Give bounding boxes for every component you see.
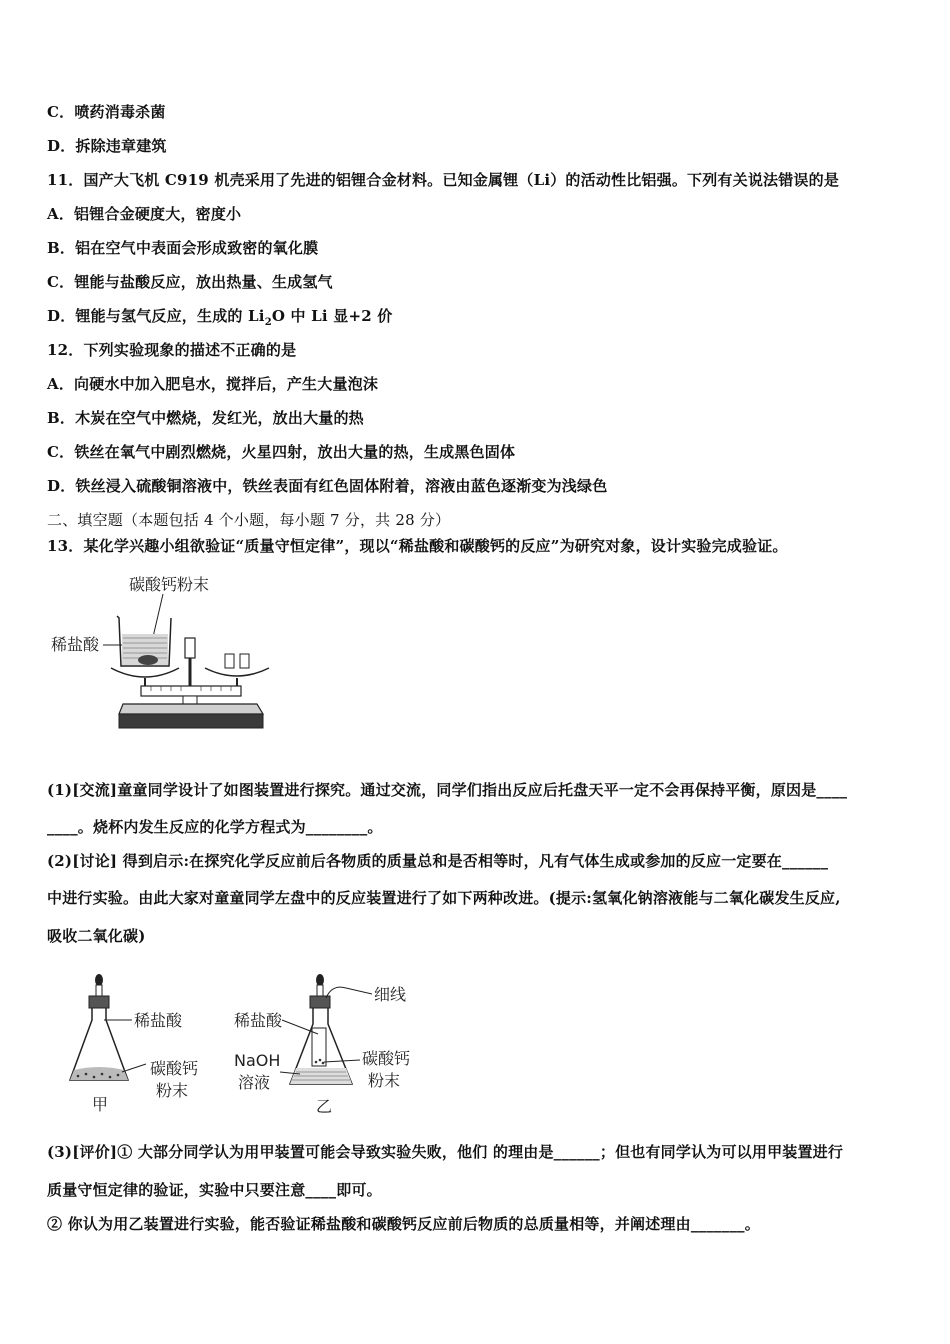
balance-figure (45, 568, 275, 733)
section-2-title: 二、填空题（本题包括 4 个小题，每小题 7 分，共 28 分） (47, 511, 451, 529)
q12-option-d: D．铁丝浸入硫酸铜溶液中，铁丝表面有红色固体附着，溶液由蓝色逐渐变为浅绿色 (47, 477, 608, 495)
q12-option-a: A．向硬水中加入肥皂水，搅拌后，产生大量泡沫 (47, 375, 379, 393)
balance-beam-scale (141, 686, 241, 696)
jia-stopper (89, 996, 109, 1008)
part3-line1: (3)[评价]① 大部分同学认为用甲装置可能会导致实验失败，他们 的理由是______；但也有同学认为可以用甲装置进行 (47, 1143, 844, 1161)
q13-stem: 13．某化学兴趣小组欲验证“质量守恒定律”，现以“稀盐酸和碳酸钙的反应”为研究对象，设计实验完成验证。 (47, 537, 788, 555)
q11-option-d (47, 306, 392, 333)
q10-option-d: D．拆除违章建筑 (47, 137, 167, 155)
part1-line2: ____。烧杯内发生反应的化学方程式为________。 (47, 818, 383, 836)
q12-option-c: C．铁丝在氧气中剧烈燃烧，火星四射，放出大量的热，生成黑色固体 (47, 443, 516, 461)
q11-option-a: A．铝锂合金硬度大，密度小 (47, 205, 242, 223)
balance-base (119, 714, 263, 728)
q10-option-c: C．喷药消毒杀菌 (47, 103, 166, 121)
jia-dropper-bulb (95, 974, 103, 986)
part3-line3: ② 你认为用乙装置进行实验，能否验证稀盐酸和碳酸钙反应前后物质的总质量相等，并阐述理由_______。 (47, 1215, 760, 1233)
q11-option-d-sub: 2 (264, 317, 272, 328)
label-calcium-carbonate-powder: 碳酸钙粉末 (129, 575, 210, 594)
jia-caption: 甲 (92, 1095, 109, 1114)
yi-label-acid: 稀盐酸 (234, 1011, 283, 1030)
jia-dropper-tube (96, 985, 102, 997)
weight-1 (225, 654, 234, 668)
flask-figures (62, 968, 422, 1120)
yi-dropper-tube (317, 985, 323, 997)
yi-label-naoh-1: NaOH (234, 1051, 281, 1070)
jia-label-acid: 稀盐酸 (134, 1011, 183, 1030)
yi-label-powder-2: 粉末 (368, 1071, 401, 1090)
yi-stopper (310, 996, 330, 1008)
jia-powder-leader (122, 1064, 146, 1072)
yi-thread (326, 987, 372, 998)
q11-option-c: C．锂能与盐酸反应，放出热量、生成氢气 (47, 273, 333, 291)
q11-option-d-pre: D．锂能与氢气反应，生成的 Li (47, 307, 265, 325)
q11-stem: 11．国产大飞机 C919 机壳采用了先进的铝锂合金材料。已知金属锂（Li）的活动性比铝强。下列有关说法错误的是 (47, 171, 840, 189)
yi-label-thread: 细线 (374, 985, 407, 1004)
part2-line3: 吸收二氧化碳) (47, 927, 146, 945)
weight-2 (240, 654, 249, 668)
jia-label-powder-2: 粉末 (156, 1081, 189, 1100)
q11-option-d-post: O 中 Li 显+2 价 (271, 307, 393, 325)
jia-label-powder-1: 碳酸钙 (150, 1059, 199, 1078)
part2-line1: (2)[讨论] 得到启示:在探究化学反应前后各物质的质量总和是否相等时，凡有气体生成或参加的反应一定要在______ (47, 852, 829, 870)
q11-option-b: B．铝在空气中表面会形成致密的氧化膜 (47, 239, 319, 257)
right-pan (205, 668, 269, 676)
part3-line2: 质量守恒定律的验证，实验中只要注意____即可。 (47, 1181, 382, 1199)
part1-line1: (1)[交流]童童同学设计了如图装置进行探究。通过交流，同学们指出反应后托盘天平一定不会再保持平衡，原因是____ (47, 781, 848, 799)
jia-powder (70, 1067, 128, 1080)
label-dilute-hcl: 稀盐酸 (51, 635, 100, 654)
yi-dropper-bulb (316, 974, 324, 986)
part2-line2: 中进行实验。由此大家对童童同学左盘中的反应装置进行了如下两种改进。(提示:氢氧化钠溶液能与二氧化碳发生反应, (47, 889, 841, 907)
left-pan (111, 668, 179, 677)
q12-stem: 12．下列实验现象的描述不正确的是 (47, 341, 297, 359)
balance-base-top (119, 704, 263, 714)
q12-option-b: B．木炭在空气中燃烧，发红光，放出大量的热 (47, 409, 364, 427)
powder-heap (138, 655, 158, 665)
yi-label-naoh-2: 溶液 (238, 1073, 271, 1092)
yi-label-powder-1: 碳酸钙 (362, 1049, 411, 1068)
pointer-head (185, 638, 195, 658)
yi-caption: 乙 (316, 1097, 333, 1116)
